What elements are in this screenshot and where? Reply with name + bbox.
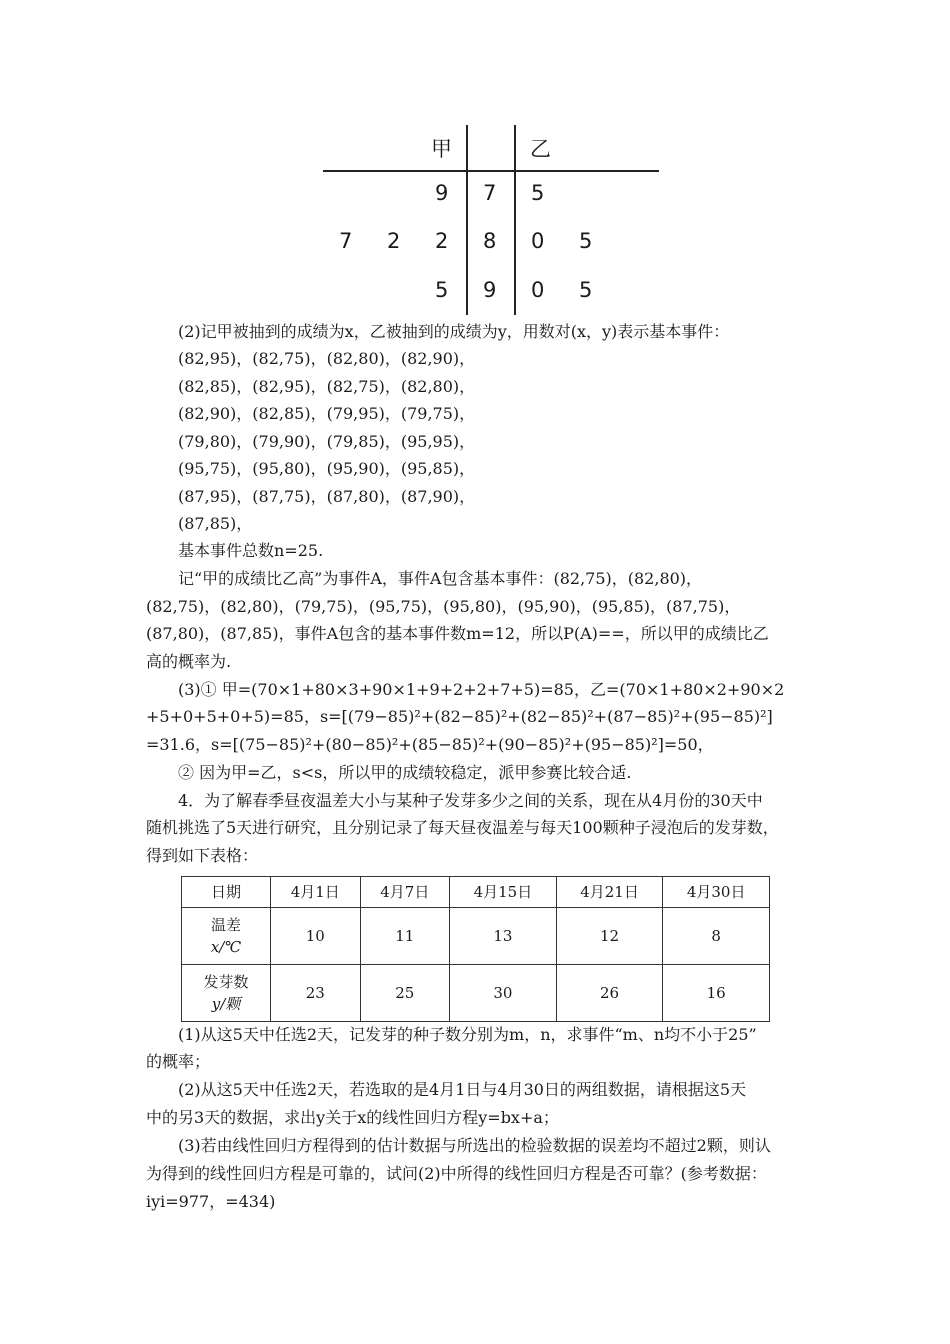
pair-line: (87,95)，(87,75)，(87,80)，(87,90)，: [178, 487, 476, 506]
stem-leaf-horizontal-rule: [323, 170, 659, 172]
part3-line: ② 因为甲=乙，s<s，所以甲的成绩较稳定，派甲参赛比较合适.: [178, 763, 632, 782]
question-line: 中的另3天的数据，求出y关于x的线性回归方程y=bx+a；: [146, 1108, 559, 1127]
table-cell: 26: [556, 965, 663, 1022]
stem-leaf-right-divider: [514, 125, 516, 315]
part3-line: (3)① 甲=(70×1+80×3+90×1+9+2+2+7+5)=85，乙=(70×1+80×2+90×2: [178, 680, 785, 699]
leaf-left: 5: [435, 278, 449, 302]
pair-line: (82,95)，(82,75)，(82,80)，(82,90)，: [178, 349, 476, 368]
question-line: 的概率；: [146, 1052, 211, 1071]
table-cell: 25: [360, 965, 450, 1022]
problem4-line: 随机挑选了5天进行研究，且分别记录了每天昼夜温差与每天100颗种子浸泡后的发芽数，: [146, 818, 779, 837]
table-header-cell: 4月1日: [271, 877, 361, 908]
table-header-cell: 4月30日: [663, 877, 770, 908]
question-line: (3)若由线性回归方程得到的估计数据与所选出的检验数据的误差均不超过2颗，则认: [178, 1136, 771, 1155]
table-row-label: [182, 908, 271, 965]
question-line: (2)从这5天中任选2天，若选取的是4月1日与4月30日的两组数据，请根据这5天: [178, 1080, 747, 1099]
pair-line: (82,85)，(82,95)，(82,75)，(82,80)，: [178, 377, 476, 396]
stem-value: 7: [483, 181, 497, 205]
event-a-line: (82,75)，(82,80)，(79,75)，(95,75)，(95,80)，(95,90)，(95,85)，(87,75)，: [146, 597, 741, 616]
leaf-left: 9: [435, 181, 449, 205]
problem4-line: 4．为了解春季昼夜温差大小与某种子发芽多少之间的关系，现在从4月份的30天中: [178, 791, 763, 810]
event-a-line: 记“甲的成绩比乙高”为事件A，事件A包含基本事件：(82,75)，(82,80)，: [178, 569, 703, 588]
row-label-line: x/℃: [210, 938, 242, 956]
leaf-left: 7: [339, 229, 353, 253]
part3-line: +5+0+5+0+5)=85，s=[(79−85)²+(82−85)²+(82−85)²+(87−85)²+(95−85)²]: [146, 707, 773, 726]
data-table: [181, 876, 770, 1022]
table-cell: 10: [271, 908, 361, 965]
leaf-right: 0: [531, 229, 545, 253]
row-label-line: 发芽数: [203, 973, 249, 991]
row-label-line: y/颗: [211, 995, 241, 1013]
table-cell: 16: [663, 965, 770, 1022]
leaf-right: 0: [531, 278, 545, 302]
pair-line: (87,85)，: [178, 514, 253, 533]
table-row-label: [182, 965, 271, 1022]
problem4-line: 得到如下表格：: [146, 846, 259, 865]
pair-line: (95,75)，(95,80)，(95,90)，(95,85)，: [178, 459, 476, 478]
table-row: [182, 908, 770, 965]
leaf-left: 2: [435, 229, 449, 253]
table-cell: 23: [271, 965, 361, 1022]
table-row: [182, 965, 770, 1022]
total-events: 基本事件总数n=25.: [178, 541, 324, 560]
table-cell: 30: [450, 965, 557, 1022]
question-line: 为得到的线性回归方程是可靠的，试问(2)中所得的线性回归方程是否可靠？(参考数据：: [146, 1164, 767, 1183]
table-header-cell: 4月7日: [360, 877, 450, 908]
leaf-right: 5: [531, 181, 545, 205]
stem-leaf-left-divider: [466, 125, 468, 315]
question-line: (1)从这5天中任选2天，记发芽的种子数分别为m，n，求事件“m、n均不小于25”: [178, 1025, 757, 1044]
table-header-row: [182, 877, 770, 908]
leaf-right: 5: [579, 229, 593, 253]
table-header-cell: 4月21日: [556, 877, 663, 908]
table-cell: 8: [663, 908, 770, 965]
table-cell: 13: [450, 908, 557, 965]
part2-intro: (2)记甲被抽到的成绩为x，乙被抽到的成绩为y，用数对(x，y)表示基本事件：: [178, 322, 730, 341]
leaf-left: 2: [387, 229, 401, 253]
event-a-line: 高的概率为.: [146, 652, 232, 671]
pair-line: (79,80)，(79,90)，(79,85)，(95,95)，: [178, 432, 476, 451]
pair-line: (82,90)，(82,85)，(79,95)，(79,75)，: [178, 404, 476, 423]
table-header-cell: 4月15日: [450, 877, 557, 908]
stem-value: 8: [483, 229, 497, 253]
table-cell: 11: [360, 908, 450, 965]
question-line: iyi=977，=434): [146, 1192, 276, 1211]
table-cell: 12: [556, 908, 663, 965]
stem-value: 9: [483, 278, 497, 302]
event-a-line: (87,80)，(87,85)，事件A包含的基本事件数m=12，所以P(A)==，所以甲的成绩比乙: [146, 624, 769, 643]
table-header-cell: 日期: [182, 877, 271, 908]
stem-leaf-header-jia: 甲: [431, 137, 452, 161]
stem-leaf-header-yi: 乙: [530, 137, 551, 161]
row-label-line: 温差: [210, 916, 241, 934]
leaf-right: 5: [579, 278, 593, 302]
part3-line: =31.6，s=[(75−85)²+(80−85)²+(85−85)²+(90−85)²+(95−85)²]=50，: [146, 735, 714, 754]
